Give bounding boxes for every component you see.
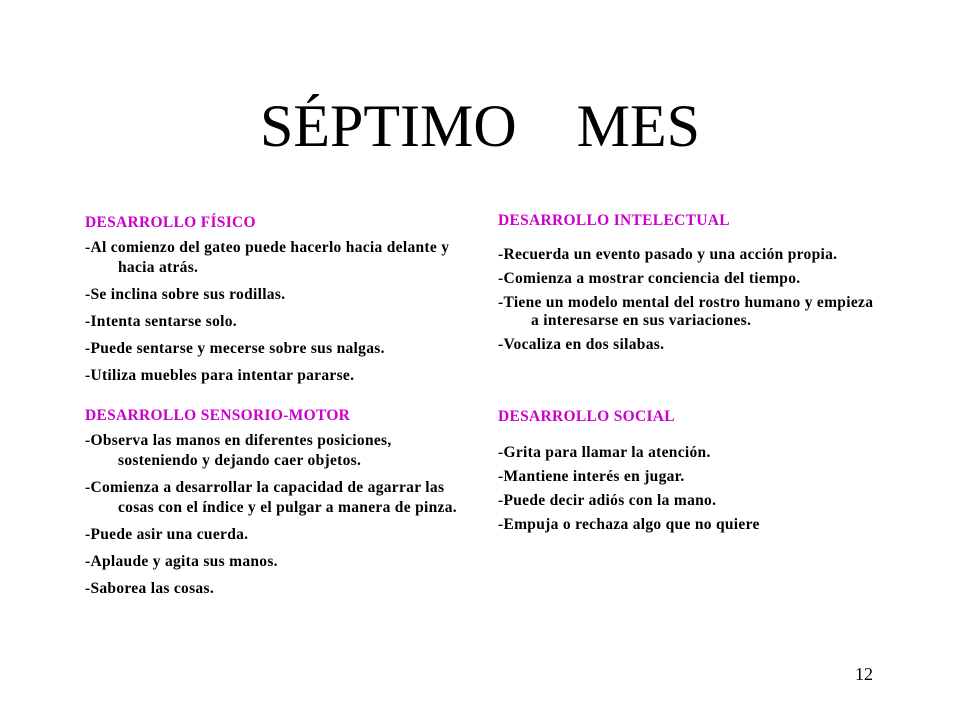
heading-desarrollo-sensorio-motor: DESARROLLO SENSORIO-MOTOR	[85, 407, 351, 424]
list-item: -Recuerda un evento pasado y una acción propia.	[498, 246, 838, 263]
list-item: -Puede sentarse y mecerse sobre sus nalgas.	[85, 340, 385, 357]
section-spacer	[498, 236, 878, 246]
list-item: -Observa las manos en diferentes posiciones, sosteniendo y dejando caer objetos.	[85, 432, 392, 469]
list-item: -Al comienzo del gateo puede hacerlo hacia delante y hacia atrás.	[85, 239, 450, 276]
list-item: -Puede decir adiós con la mano.	[498, 492, 717, 509]
page-number: 12	[855, 664, 873, 684]
list-item: -Tiene un modelo mental del rostro humano y empieza a interesarse en sus variaciones.	[498, 294, 874, 329]
list-item: -Grita para llamar la atención.	[498, 444, 711, 461]
right-column	[498, 210, 878, 540]
list-item: -Utiliza muebles para intentar pararse.	[85, 367, 355, 384]
list-item: -Puede asir una cuerda.	[85, 526, 249, 543]
list-item: -Mantiene interés en jugar.	[498, 468, 685, 485]
heading-desarrollo-intelectual: DESARROLLO INTELECTUAL	[498, 212, 730, 229]
list-item: -Vocaliza en dos silabas.	[498, 336, 665, 353]
heading-desarrollo-fisico: DESARROLLO FÍSICO	[85, 214, 256, 231]
section-spacer	[85, 393, 470, 405]
list-item: -Aplaude y agita sus manos.	[85, 553, 278, 570]
list-item: -Comienza a desarrollar la capacidad de agarrar las cosas con el índice y el pulgar a manera de pinza.	[85, 479, 457, 516]
heading-desarrollo-social: DESARROLLO SOCIAL	[498, 408, 675, 425]
slide-title: SÉPTIMO MES	[259, 93, 701, 159]
left-column	[85, 212, 470, 606]
list-item: -Comienza a mostrar conciencia del tiempo.	[498, 270, 801, 287]
list-item: -Saborea las cosas.	[85, 580, 214, 597]
section-spacer	[498, 432, 878, 444]
section-spacer	[498, 360, 878, 406]
list-item: -Se inclina sobre sus rodillas.	[85, 286, 286, 303]
list-item: -Intenta sentarse solo.	[85, 313, 237, 330]
list-item: -Empuja o rechaza algo que no quiere	[498, 516, 760, 533]
